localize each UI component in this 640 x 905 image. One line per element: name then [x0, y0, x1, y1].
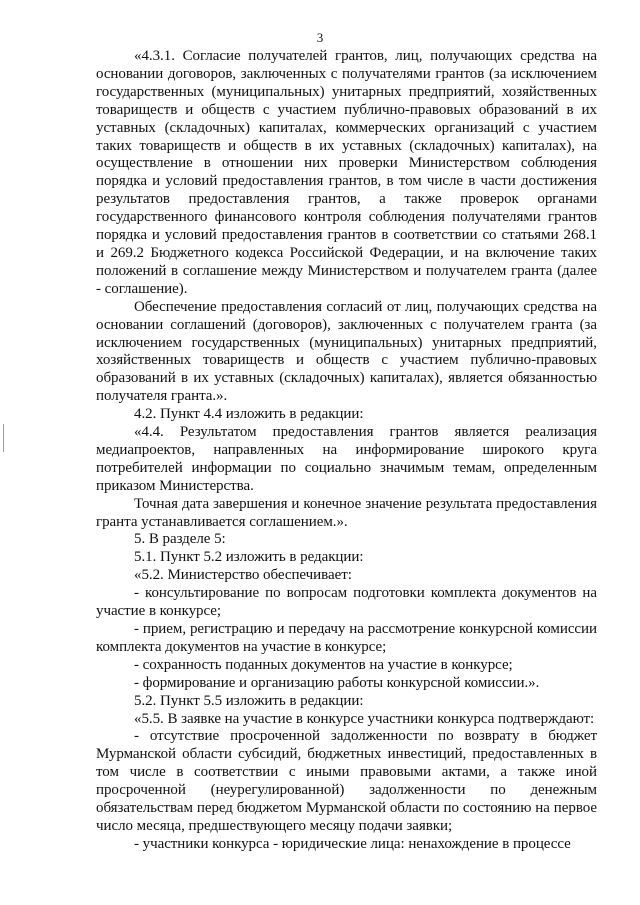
list-item-legal-entities: - участники конкурса - юридические лица: ненахождение в процессе	[134, 835, 571, 852]
paragraph-consent-provision: Обеспечение предоставления согласий от лиц, получающих средства на основании соглашений (договоров), заключенных с получателем гранта (за исключением государственных (муниципальных) унитарных предприятий, хозяйственных товариществ и обществ с участием публично-правовых образований в их уставных (складочных) капиталах), является обязанностью получателя гранта.».	[96, 298, 597, 405]
list-item-no-debt: - отсутствие просроченной задолженности по возврату в бюджет Мурманской области субсидий, бюджетных инвестиций, предоставленных в том числе в соответствии с иными правовыми актами, а также иной просроченной (неурегулированной) задолженности по денежным обязательствам перед бюджетом Мурманской области по состоянию на первое число месяца, предшествующего месяцу подачи заявки;	[96, 728, 597, 834]
paragraph-5-1: 5.1. Пункт 5.2 изложить в редакции:	[134, 549, 364, 566]
paragraph-5-5-intro: «5.5. В заявке на участие в конкурсе участники конкурса подтверждают:	[134, 710, 595, 727]
document-body	[96, 48, 597, 854]
paragraph-4-3-1: «4.3.1. Согласие получателей грантов, лиц, получающих средства на основании договоров, заключенных с получателями грантов (за исключением государственных (муниципальных) унитарных предприятий, хозяйственных товариществ и обществ с участием публично-правовых образований в их уставных (складочных) капиталах, коммерческих организаций с участием таких товариществ и обществ в их уставных (складочных) капиталах), на осуществление в отношении них проверки Министерством соблюдения порядка и условий предоставления грантов, в том числе в части достижения результатов предоставления грантов, а также проверок органами государственного финансового контроля соблюдения получателями грантов порядка и условий предоставления грантов в соответствии со статьями 268.1 и 269.2 Бюджетного кодекса Российской Федерации, и на включение таких положений в соглашение между Министерством и получателем гранта (далее - соглашение).	[96, 48, 597, 297]
paragraph-5-2-intro: «5.2. Министерство обеспечивает:	[134, 567, 352, 584]
list-item-consulting: - консультирование по вопросам подготовки комплекта документов на участие в конкурсе;	[96, 585, 597, 620]
list-item-registration: - прием, регистрацию и передачу на рассмотрение конкурсной комиссии комплекта документов на участие в конкурсе;	[96, 621, 597, 655]
list-item-commission: - формирование и организацию работы конкурсной комиссии.».	[134, 674, 540, 691]
paragraph-4-2: 4.2. Пункт 4.4 изложить в редакции:	[134, 406, 364, 423]
paragraph-result-date: Точная дата завершения и конечное значение результата предоставления гранта устанавливается соглашением.».	[96, 495, 597, 530]
margin-mark	[3, 424, 4, 452]
paragraph-4-4: «4.4. Результатом предоставления грантов является реализация медиапроектов, направленных на информирование широкого круга потребителей информации по социально значимым темам, определенным приказом Министерства.	[96, 424, 597, 494]
page-number: 3	[316, 30, 324, 45]
list-item-safekeeping: - сохранность поданных документов на участие в конкурсе;	[134, 656, 513, 673]
paragraph-5-2: 5.2. Пункт 5.5 изложить в редакции:	[134, 692, 364, 709]
paragraph-section-5: 5. В разделе 5:	[134, 531, 226, 548]
